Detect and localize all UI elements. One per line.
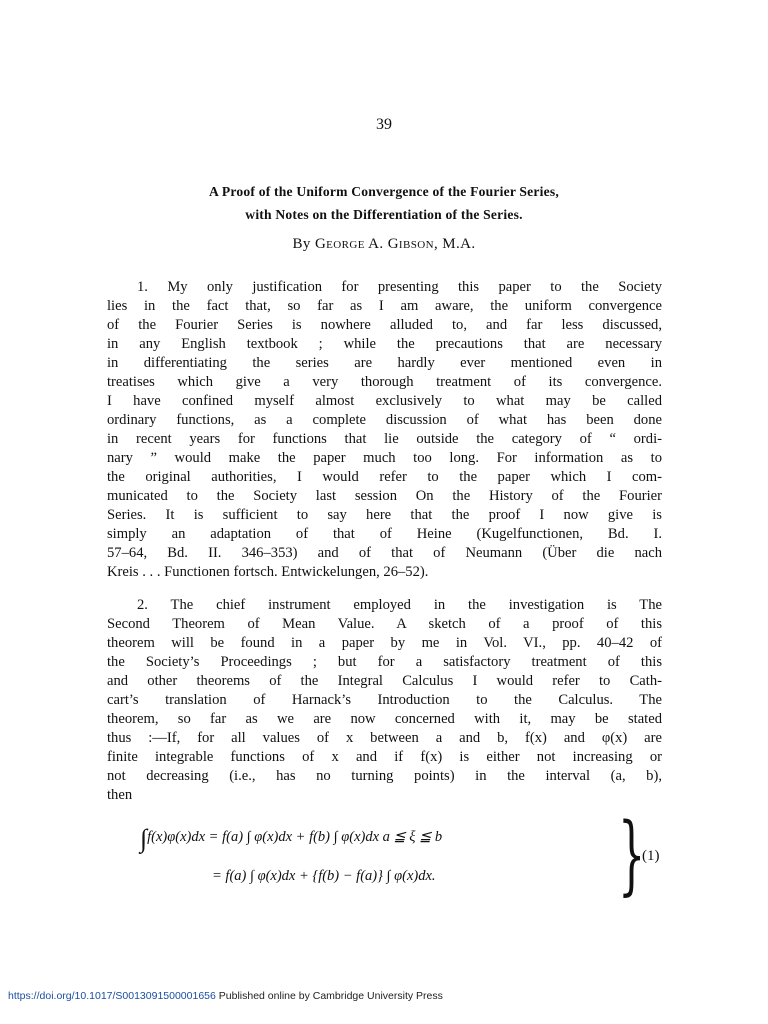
integral-sign: ∫ bbox=[140, 824, 148, 853]
equation-1 bbox=[140, 805, 680, 905]
text-line: I have confined myself almost exclusively to what may be called bbox=[107, 393, 662, 409]
author-name: George A. Gibson, M.A. bbox=[314, 236, 476, 252]
page-number: 39 bbox=[376, 116, 392, 133]
text-line: in differentiating the series are hardly ever mentioned even in bbox=[107, 355, 662, 371]
doi-link[interactable]: https://doi.org/10.1017/S0013091500001656 bbox=[8, 990, 216, 1002]
text-line: theorem, so far as we are now concerned with it, may be stated bbox=[107, 711, 662, 727]
text-line: theorem will be found in a paper by me in Vol. VI., pp. 40–42 of bbox=[107, 635, 662, 651]
text-line: Second Theorem of Mean Value. A sketch of a proof of this bbox=[107, 616, 662, 632]
text-line: then bbox=[107, 787, 133, 803]
text-line: Kreis . . . Functionen fortsch. Entwickelungen, 26–52). bbox=[107, 564, 429, 580]
text-line: cart’s translation of Harnack’s Introduction to the Calculus. The bbox=[107, 692, 662, 708]
text-line: Series. It is sufficient to say here that the proof I now give is bbox=[107, 507, 662, 523]
right-brace: } bbox=[618, 805, 646, 905]
text-line: treatises which give a very thorough treatment of its convergence. bbox=[107, 374, 662, 390]
paper-title bbox=[100, 180, 668, 226]
author-line bbox=[0, 236, 768, 253]
text-line: 1. My only justification for presenting this paper to the Society bbox=[137, 279, 662, 295]
equation-number: (1) bbox=[642, 848, 660, 864]
text-line: 2. The chief instrument employed in the investigation is The bbox=[137, 597, 662, 613]
title-line-1: A Proof of the Uniform Convergence of the Fourier Series, bbox=[209, 184, 559, 199]
paragraph-2 bbox=[107, 596, 662, 805]
text-line: ordinary functions, as a complete discussion of what has been done bbox=[107, 412, 662, 428]
text-line: finite integrable functions of x and if f(x) is either not increasing or bbox=[107, 749, 662, 765]
equation-line-1 bbox=[140, 824, 442, 854]
text-line: 57–64, Bd. II. 346–353) and of that of Neumann (Über die nach bbox=[107, 545, 662, 561]
footer bbox=[8, 990, 443, 1002]
paragraph-1 bbox=[107, 278, 662, 582]
text-line: the Society’s Proceedings ; but for a satisfactory treatment of this bbox=[107, 654, 662, 670]
footer-text: Published online by Cambridge University Press bbox=[215, 990, 443, 1002]
text-line: and other theorems of the Integral Calculus I would refer to Cath- bbox=[107, 673, 662, 689]
text-line: of the Fourier Series is nowhere alluded to, and far less discussed, bbox=[107, 317, 662, 333]
text-line: not decreasing (i.e., has no turning points) in the interval (a, b), bbox=[107, 768, 662, 784]
equation-line-1-text: f(x)φ(x)dx = f(a) ∫ φ(x)dx + f(b) ∫ φ(x)dx a ≦ ξ ≦ b bbox=[147, 829, 443, 845]
author-prefix: By bbox=[292, 236, 311, 252]
text-line: simply an adaptation of that of Heine (Kugelfunctionen, Bd. I. bbox=[107, 526, 662, 542]
text-line: nary ” would make the paper much too long. For information as to bbox=[107, 450, 662, 466]
text-line: thus :—If, for all values of x between a and b, f(x) and φ(x) are bbox=[107, 730, 662, 746]
text-line: in any English textbook ; while the precautions that are necessary bbox=[107, 336, 662, 352]
text-line: in recent years for functions that lie outside the category of “ ordi- bbox=[107, 431, 662, 447]
text-line: municated to the Society last session On the History of the Fourier bbox=[107, 488, 662, 504]
equation-line-2: = f(a) ∫ φ(x)dx + {f(b) − f(a)} ∫ φ(x)dx. bbox=[212, 868, 436, 884]
text-line: the original authorities, I would refer to the paper which I com- bbox=[107, 469, 662, 485]
text-line: lies in the fact that, so far as I am aware, the uniform convergence bbox=[107, 298, 662, 314]
title-line-2: with Notes on the Differentiation of the Series. bbox=[245, 207, 523, 222]
